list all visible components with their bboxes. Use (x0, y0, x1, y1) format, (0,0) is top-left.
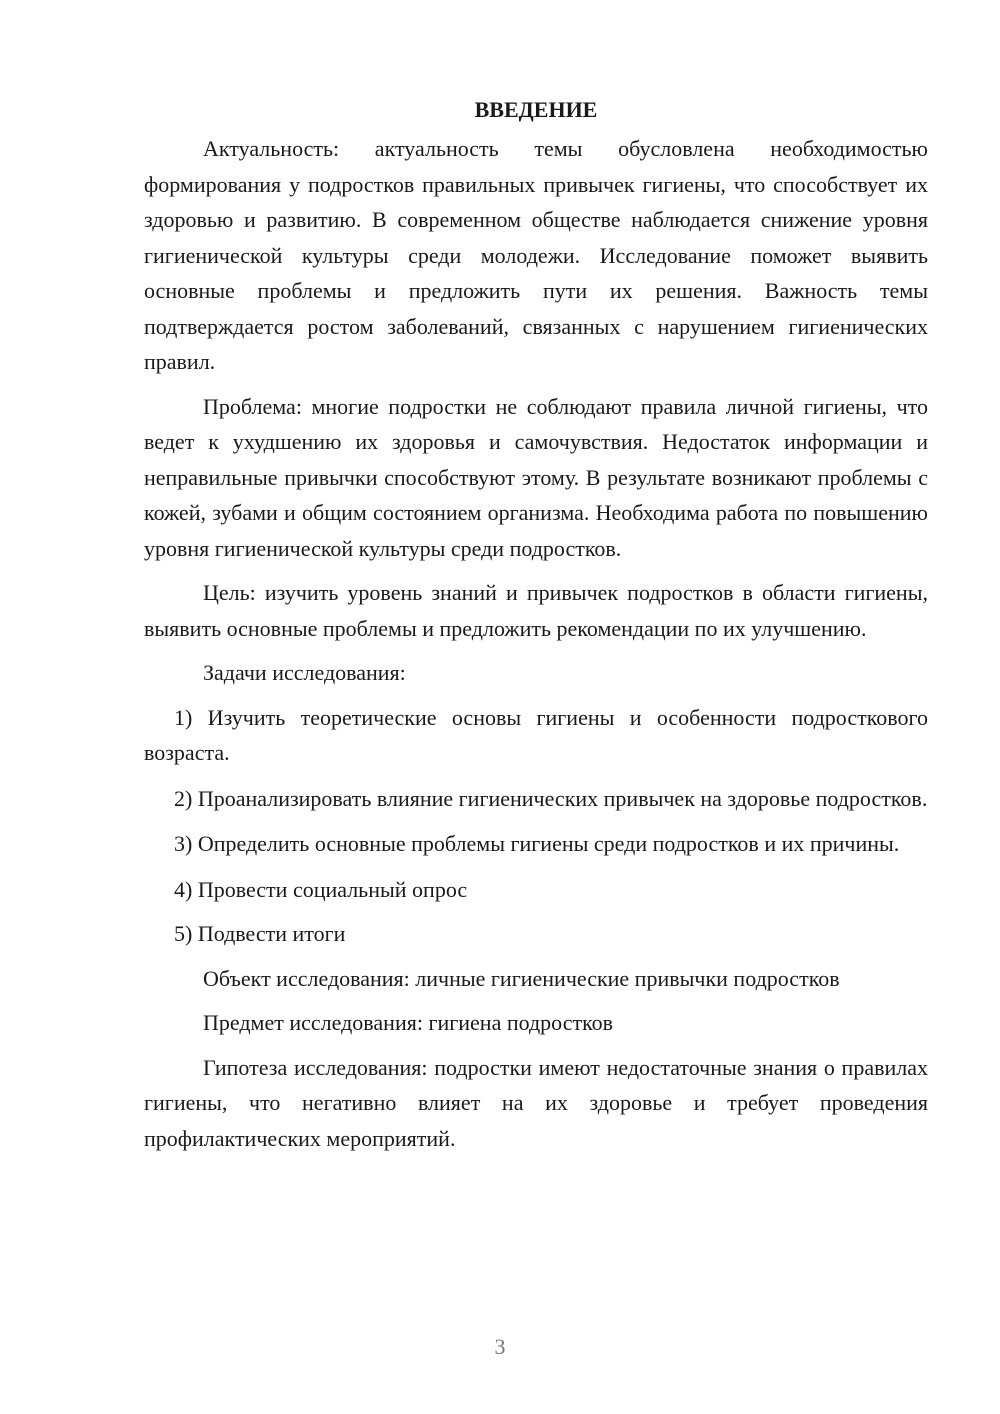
task-item-4: 4) Провести социальный опрос (174, 876, 468, 902)
goal-paragraph: Цель: изучить уровень знаний и привычек подростков в области гигиены, выявить основные проблемы и предложить рекомендации по их улучшению. (144, 580, 928, 641)
hypothesis-paragraph: Гипотеза исследования: подростки имеют недостаточные знания о правилах гигиены, что негативно влияет на их здоровье и требует проведения профилактических мероприятий. (144, 1054, 928, 1151)
document-page (144, 93, 928, 1165)
object-paragraph: Объект исследования: личные гигиенические привычки подростков (203, 965, 840, 991)
subject-paragraph: Предмет исследования: гигиена подростков (203, 1010, 614, 1035)
task-item-1: 1) Изучить теоретические основы гигиены и особенности подросткового возраста. (144, 704, 928, 765)
task-item-3: 3) Определить основные проблемы гигиены среди подростков и их причины. (174, 831, 900, 856)
tasks-heading: Задачи исследования: (203, 660, 406, 685)
task-item-5: 5) Подвести итоги (174, 921, 346, 946)
section-title: ВВЕДЕНИЕ (474, 97, 598, 122)
page-number: 3 (494, 1334, 506, 1359)
problem-paragraph: Проблема: многие подростки не соблюдают правила личной гигиены, что ведет к ухудшению их здоровья и самочувствия. Недостаток информации и неправильные привычки способствуют этому. В результате возникают проблемы с кожей, зубами и общим состоянием организма. Необходима работа по повышению уровня гигиенической культуры среди подростков. (144, 393, 928, 561)
relevance-paragraph: Актуальность: актуальность темы обусловлена необходимостью формирования у подростков правильных привычек гигиены, что способствует их здоровью и развитию. В современном обществе наблюдается снижение уровня гигиенической культуры среди молодежи. Исследование поможет выявить основные проблемы и предложить пути их решения. Важность темы подтверждается ростом заболеваний, связанных с нарушением гигиенических правил. (144, 136, 928, 374)
task-item-2: 2) Проанализировать влияние гигиенических привычек на здоровье подростков. (174, 785, 928, 811)
